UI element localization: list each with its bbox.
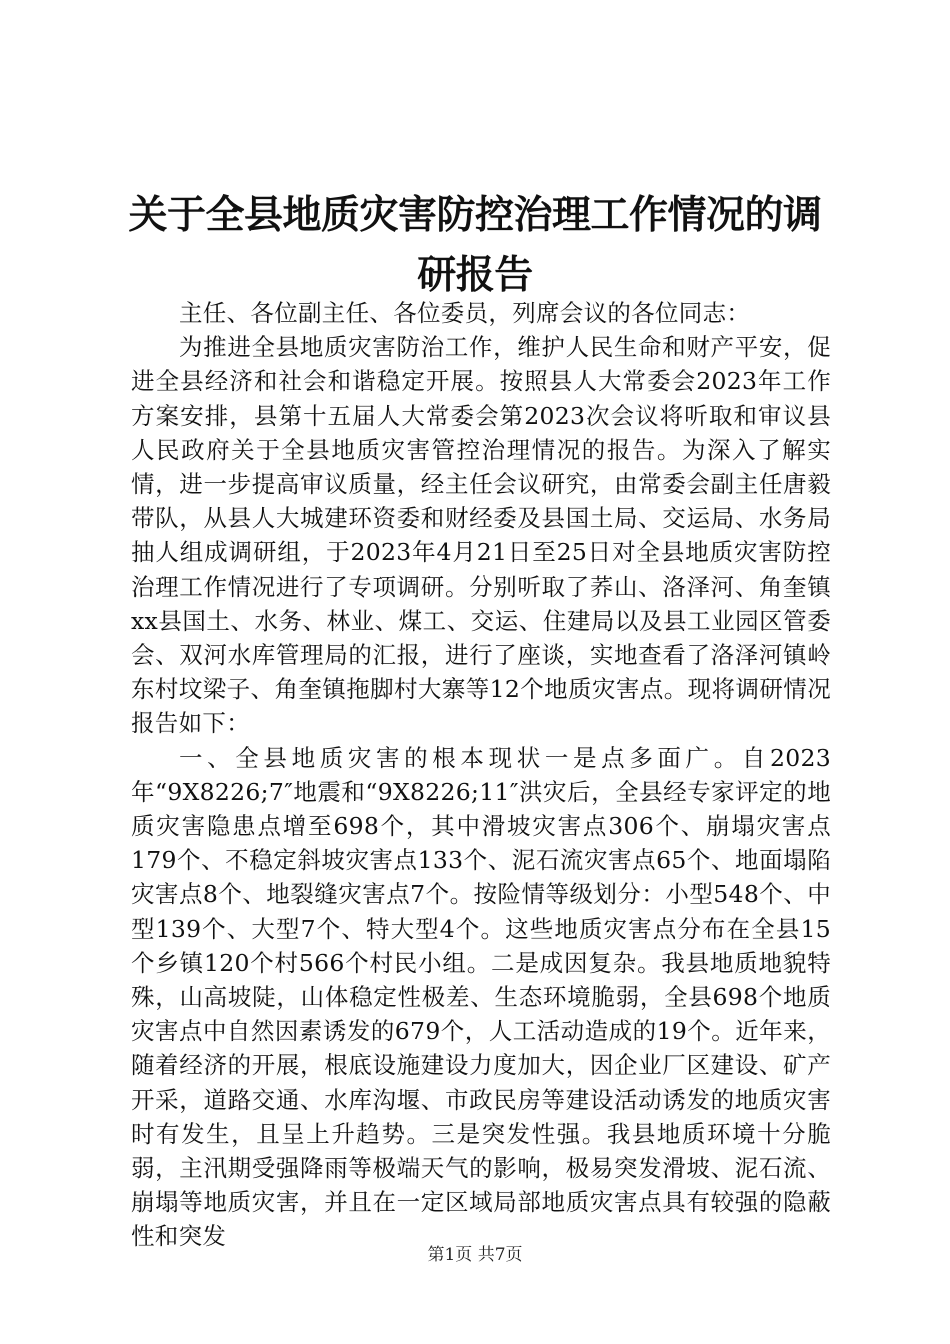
salutation: 主任、各位副主任、各位委员，列席会议的各位同志： [179,299,751,327]
document-title: 关于全县地质灾害防控治理工作情况的调研报告 [128,193,822,299]
document-body [131,296,831,1254]
paragraph-intro: 为推进全县地质灾害防治工作，维护人民生命和财产平安，促进全县经济和社会和谐稳定开展。按照县人大常委会2023年工作方案安排，县第十五届人大常委会第2023次会议将听取和审议县人民政府关于全县地质灾害管控治理情况的报告。为深入了解实情，进一步提高审议质量，经主任会议研究，由常委会副主任唐毅带队，从县人大城建环资委和财经委及县国土局、交运局、水务局抽人组成调研组，于2023年4月21日至25日对全县地质灾害防控治理工作情况进行了专项调研。分别听取了荞山、洛泽河、角奎镇xx县国土、水务、林业、煤工、交运、住建局以及县工业园区管委会、双河水库管理局的汇报，进行了座谈，实地查看了洛泽河镇岭东村坟梁子、角奎镇拖脚村大寨等12个地质灾害点。现将调研情况报告如下： [131,333,831,738]
page-number-footer: 第1页 共7页 [427,1245,523,1265]
paragraph-section-one: 一、全县地质灾害的根本现状一是点多面广。自2023年“9X8226;7″地震和“9X8226;11″洪灾后，全县经专家评定的地质灾害隐患点增至698个，其中滑坡灾害点306个、崩塌灾害点179个、不稳定斜坡灾害点133个、泥石流灾害点65个、地面塌陷灾害点8个、地裂缝灾害点7个。按险情等级划分：小型548个、中型139个、大型7个、特大型4个。这些地质灾害点分布在全县15个乡镇120个村566个村民小组。二是成因复杂。我县地质地貌特殊，山高坡陡，山体稳定性极差、生态环境脆弱，全县698个地质灾害点中自然因素诱发的679个，人工活动造成的19个。近年来，随着经济的开展，根底设施建设力度加大，因企业厂区建设、矿产开采，道路交通、水库沟堰、市政民房等建设活动诱发的地质灾害时有发生，且呈上升趋势。三是突发性强。我县地质环境十分脆弱，主汛期受强降雨等极端天气的影响，极易突发滑坡、泥石流、崩塌等地质灾害，并且在一定区域局部地质灾害点具有较强的隐蔽性和突发 [131,743,831,1251]
